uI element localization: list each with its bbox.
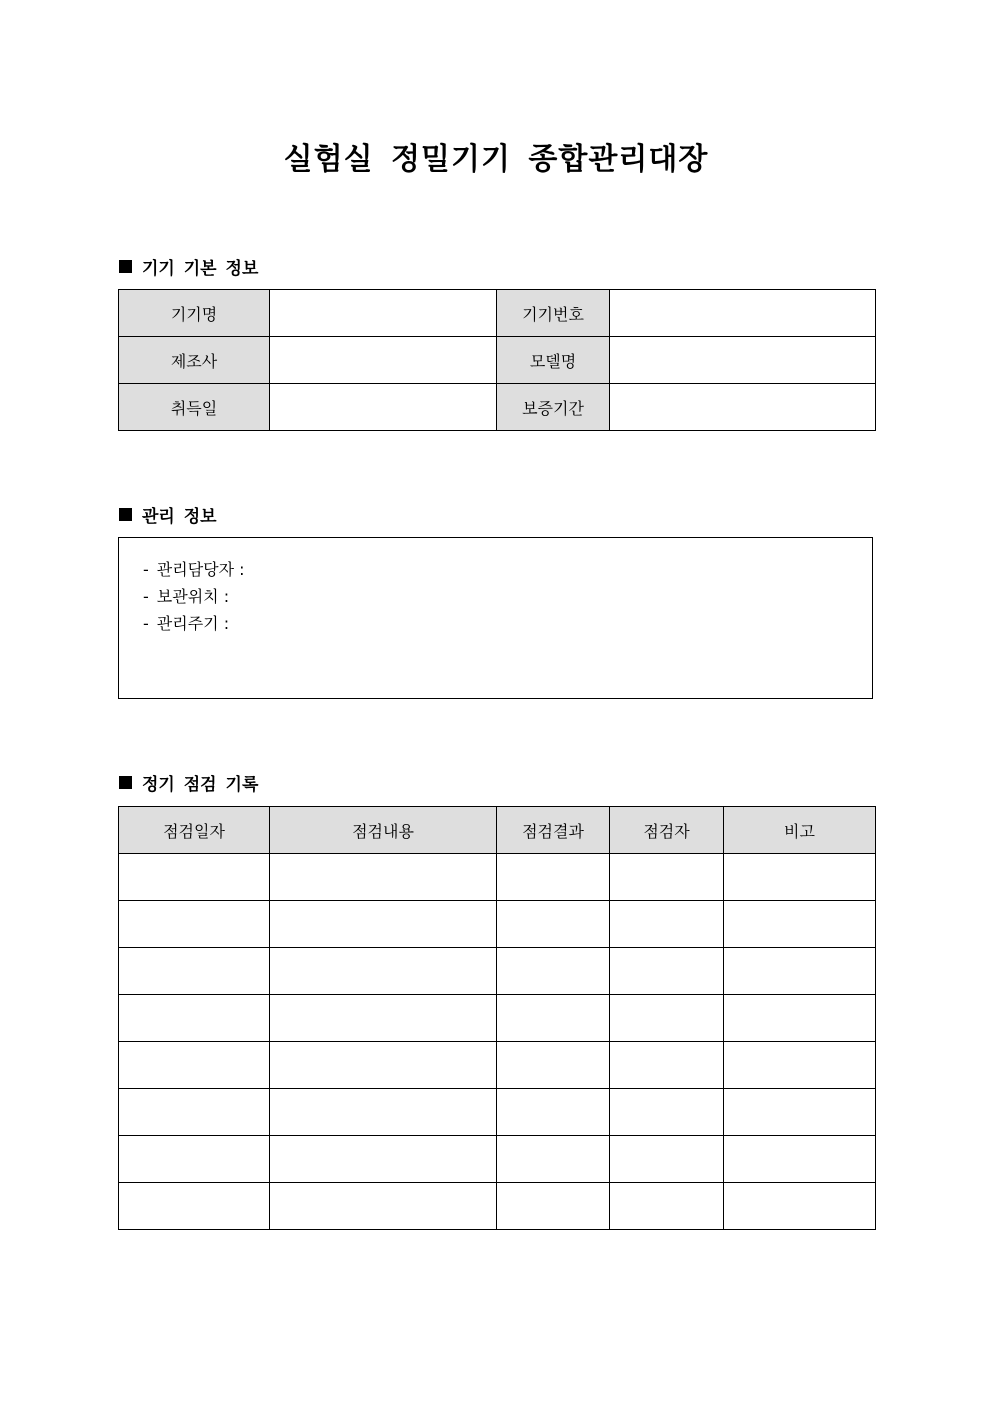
inspection-log-table	[118, 806, 876, 1230]
result-cell[interactable]	[497, 1183, 610, 1230]
table-row	[119, 1089, 876, 1136]
page-title: 실험실 정밀기기 종합관리대장	[283, 142, 709, 177]
remarks-cell[interactable]	[724, 1183, 876, 1230]
inspector-cell[interactable]	[610, 948, 724, 995]
dash-bullet: -	[143, 614, 149, 633]
dash-bullet: -	[143, 560, 149, 579]
date-cell[interactable]	[119, 995, 270, 1042]
device-number-field[interactable]	[610, 290, 876, 337]
date-cell[interactable]	[119, 1042, 270, 1089]
manufacturer-field[interactable]	[270, 337, 497, 384]
basic-info-table	[118, 289, 876, 431]
table-row	[119, 854, 876, 901]
management-cycle-line	[143, 610, 872, 637]
inspector-cell[interactable]	[610, 1089, 724, 1136]
result-cell[interactable]	[497, 948, 610, 995]
manager-label: 관리담당자 :	[156, 560, 245, 579]
inspector-cell[interactable]	[610, 854, 724, 901]
inspector-cell[interactable]	[610, 1042, 724, 1089]
device-name-field[interactable]	[270, 290, 497, 337]
storage-location-label: 보관위치 :	[156, 587, 230, 606]
table-header-row	[119, 807, 876, 854]
remarks-cell[interactable]	[724, 1089, 876, 1136]
acquisition-date-field[interactable]	[270, 384, 497, 431]
column-header-inspector: 점검자	[610, 807, 724, 854]
storage-location-line	[143, 583, 872, 610]
field-label: 기기명	[119, 290, 270, 337]
table-row	[119, 901, 876, 948]
content-cell[interactable]	[270, 1042, 497, 1089]
remarks-cell[interactable]	[724, 854, 876, 901]
table-row	[119, 337, 876, 384]
table-row	[119, 1042, 876, 1089]
date-cell[interactable]	[119, 948, 270, 995]
column-header-date: 점검일자	[119, 807, 270, 854]
result-cell[interactable]	[497, 901, 610, 948]
date-cell[interactable]	[119, 854, 270, 901]
section-heading-management-info	[119, 502, 217, 527]
square-bullet-icon	[119, 260, 132, 273]
manager-line	[143, 556, 872, 583]
content-cell[interactable]	[270, 995, 497, 1042]
content-cell[interactable]	[270, 1089, 497, 1136]
result-cell[interactable]	[497, 854, 610, 901]
field-label: 보증기간	[497, 384, 610, 431]
remarks-cell[interactable]	[724, 995, 876, 1042]
section-heading-label: 기기 기본 정보	[142, 259, 259, 279]
model-name-field[interactable]	[610, 337, 876, 384]
table-row	[119, 384, 876, 431]
inspector-cell[interactable]	[610, 1183, 724, 1230]
warranty-period-field[interactable]	[610, 384, 876, 431]
column-header-content: 점검내용	[270, 807, 497, 854]
content-cell[interactable]	[270, 901, 497, 948]
section-heading-label: 정기 점검 기록	[142, 775, 259, 795]
section-heading-inspection-log	[119, 770, 258, 795]
square-bullet-icon	[119, 776, 132, 789]
table-row	[119, 290, 876, 337]
inspector-cell[interactable]	[610, 995, 724, 1042]
remarks-cell[interactable]	[724, 1042, 876, 1089]
result-cell[interactable]	[497, 1089, 610, 1136]
inspector-cell[interactable]	[610, 901, 724, 948]
management-cycle-label: 관리주기 :	[156, 614, 230, 633]
inspector-cell[interactable]	[610, 1136, 724, 1183]
table-row	[119, 1136, 876, 1183]
table-row	[119, 948, 876, 995]
remarks-cell[interactable]	[724, 901, 876, 948]
table-row	[119, 995, 876, 1042]
content-cell[interactable]	[270, 1183, 497, 1230]
column-header-remarks: 비고	[724, 807, 876, 854]
result-cell[interactable]	[497, 1136, 610, 1183]
content-cell[interactable]	[270, 1136, 497, 1183]
field-label: 제조사	[119, 337, 270, 384]
date-cell[interactable]	[119, 1183, 270, 1230]
field-label: 모델명	[497, 337, 610, 384]
section-heading-basic-info	[119, 254, 258, 279]
result-cell[interactable]	[497, 995, 610, 1042]
column-header-result: 점검결과	[497, 807, 610, 854]
dash-bullet: -	[143, 587, 149, 606]
content-cell[interactable]	[270, 854, 497, 901]
date-cell[interactable]	[119, 1136, 270, 1183]
date-cell[interactable]	[119, 901, 270, 948]
date-cell[interactable]	[119, 1089, 270, 1136]
field-label: 기기번호	[497, 290, 610, 337]
remarks-cell[interactable]	[724, 1136, 876, 1183]
management-info-box	[118, 537, 873, 699]
square-bullet-icon	[119, 508, 132, 521]
remarks-cell[interactable]	[724, 948, 876, 995]
field-label: 취득일	[119, 384, 270, 431]
section-heading-label: 관리 정보	[142, 507, 217, 527]
content-cell[interactable]	[270, 948, 497, 995]
table-row	[119, 1183, 876, 1230]
result-cell[interactable]	[497, 1042, 610, 1089]
